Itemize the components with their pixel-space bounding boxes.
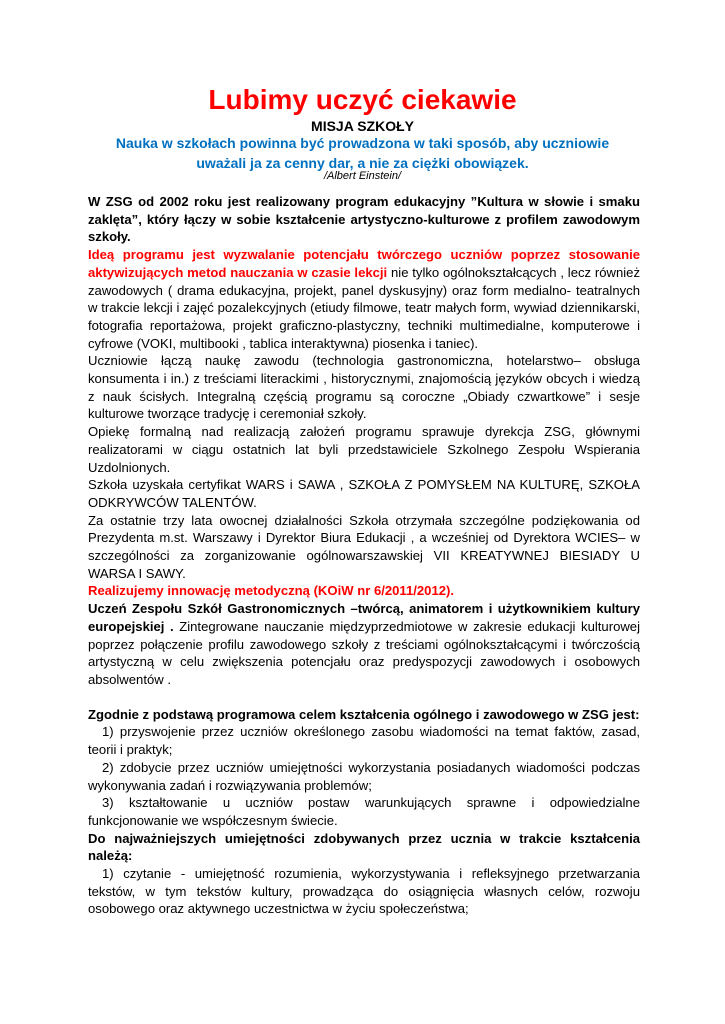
paragraph-text: nie tylko ogólnokształcących , lecz również zawodowych ( drama edukacyjna, projekt, panel dyskusyjny) oraz form medialno- teatralnych w trakcie lekcji i zajęć pozalekcyjnych (etiudy filmowe, teatr małych form, wywiad dziennikarski, fotografia reportażowa, projekt graficzno-plastyczny, techniki multimedialne, komputerowe i cyfrowe (VOKI, multibooki , tablica interaktywna) piosenka i taniec). [88, 264, 640, 351]
page-subtitle: MISJA SZKOŁY [311, 118, 414, 134]
paragraph-student-creator [88, 600, 640, 689]
list-item: 1) przyswojenie przez uczniów określonego zasobu wiadomości na temat faktów, zasad, teorii i praktyk; [88, 724, 640, 758]
document-body [88, 193, 640, 918]
paragraph-certificates: Szkoła uzyskała certyfikat WARS i SAWA , SZKOŁA Z POMYSŁEM NA KULTURĘ, SZKOŁA ODKRYWCÓW TALENTÓW. [88, 477, 640, 510]
quote-author: /Albert Einstein/ [323, 170, 402, 182]
paragraph-program-idea [88, 246, 640, 352]
list-item: 3) kształtowanie u uczniów postaw warunkujących sprawne i odpowiedzialne funkcjonowanie we współczesnym świecie. [88, 795, 640, 828]
bold-text: Uczeń Zespołu Szkół Gastronomicznych –twórcą, animatorem i użytkownikiem kultury europejskiej . [88, 601, 640, 634]
motto-line: uważali ja za cenny dar, a nie za ciężki obowiązek. [196, 155, 529, 171]
paragraph-supervision: Opiekę formalną nad realizacją założeń programu sprawuje dyrekcja ZSG, głównymi realizatorami w ciągu ostatnich lat byli przedstawiciele Szkolnego Zespołu Wspierania Uzdolnionych. [88, 424, 640, 475]
spacer [88, 689, 640, 706]
goals-heading: Zgodnie z podstawą programowa celem kształcenia ogólnego i zawodowego w ZSG jest: [88, 706, 640, 722]
paragraph-students: Uczniowie łączą naukę zawodu (technologia gastronomiczna, hotelarstwo– obsługa konsumenta i in.) z treściami literackimi , historycznymi, znajomością języków obcych i wiedzą z nauk ścisłych. Integralną częścią programu są coroczne „Obiady czwartkowe” i sesje kulturowe tworzące tradycję i ceremoniał szkoły. [88, 353, 640, 422]
paragraph-innovation: Realizujemy innowację metodyczną (KOiW nr 6/2011/2012). [88, 583, 455, 599]
motto-line: Nauka w szkołach powinna być prowadzona w taki sposób, aby uczniowie [115, 135, 610, 151]
paragraph-text: Zintegrowane nauczanie międzyprzedmiotowe w zakresie edukacji kulturowej poprzez połączenie profilu zawodowego szkoły z treściami ogólnokształcącymi i twórczością artystyczną w celu zwiększenia potencjału oraz predyspozycji zawodowych i osobowych absolwentów . [88, 618, 640, 687]
page-title: Lubimy uczyć ciekawie [208, 84, 517, 115]
list-item: 1) czytanie - umiejętność rozumienia, wykorzystywania i refleksyjnego przetwarzania tekstów, w tym tekstów kultury, prowadząca do osiągnięcia własnych celów, rozwoju osobowego oraz aktywnego uczestnictwa w życiu społeczeństwa; [88, 866, 640, 917]
skills-heading: Do najważniejszych umiejętności zdobywanych przez ucznia w trakcie kształcenia należą: [88, 830, 640, 864]
highlight-text: Ideą programu jest wyzwalanie potencjału twórczego uczniów poprzez stosowanie aktywizujących metod nauczania w czasie lekcji [88, 247, 640, 280]
paragraph-awards: Za ostatnie trzy lata owocnej działalności Szkoła otrzymała szczególne podziękowania od Prezydenta m.st. Warszawy i Dyrektor Biura Edukacji , a wcześniej od Dyrektora WCIES– w szczególności za zorganizowanie ogólnowarszawskiej VII KREATYWNEJ BIESIADY U WARSA I SAWY. [88, 512, 640, 581]
paragraph-intro: W ZSG od 2002 roku jest realizowany program edukacyjny ”Kultura w słowie i smaku zaklęta”, który łączy w sobie kształcenie artystyczno-kulturowe z profilem zawodowym szkoły. [88, 194, 640, 245]
motto-quote [0, 133, 725, 173]
list-item: 2) zdobycie przez uczniów umiejętności wykorzystania posiadanych wiadomości podczas wykonywania zadań i rozwiązywania problemów; [88, 759, 640, 793]
